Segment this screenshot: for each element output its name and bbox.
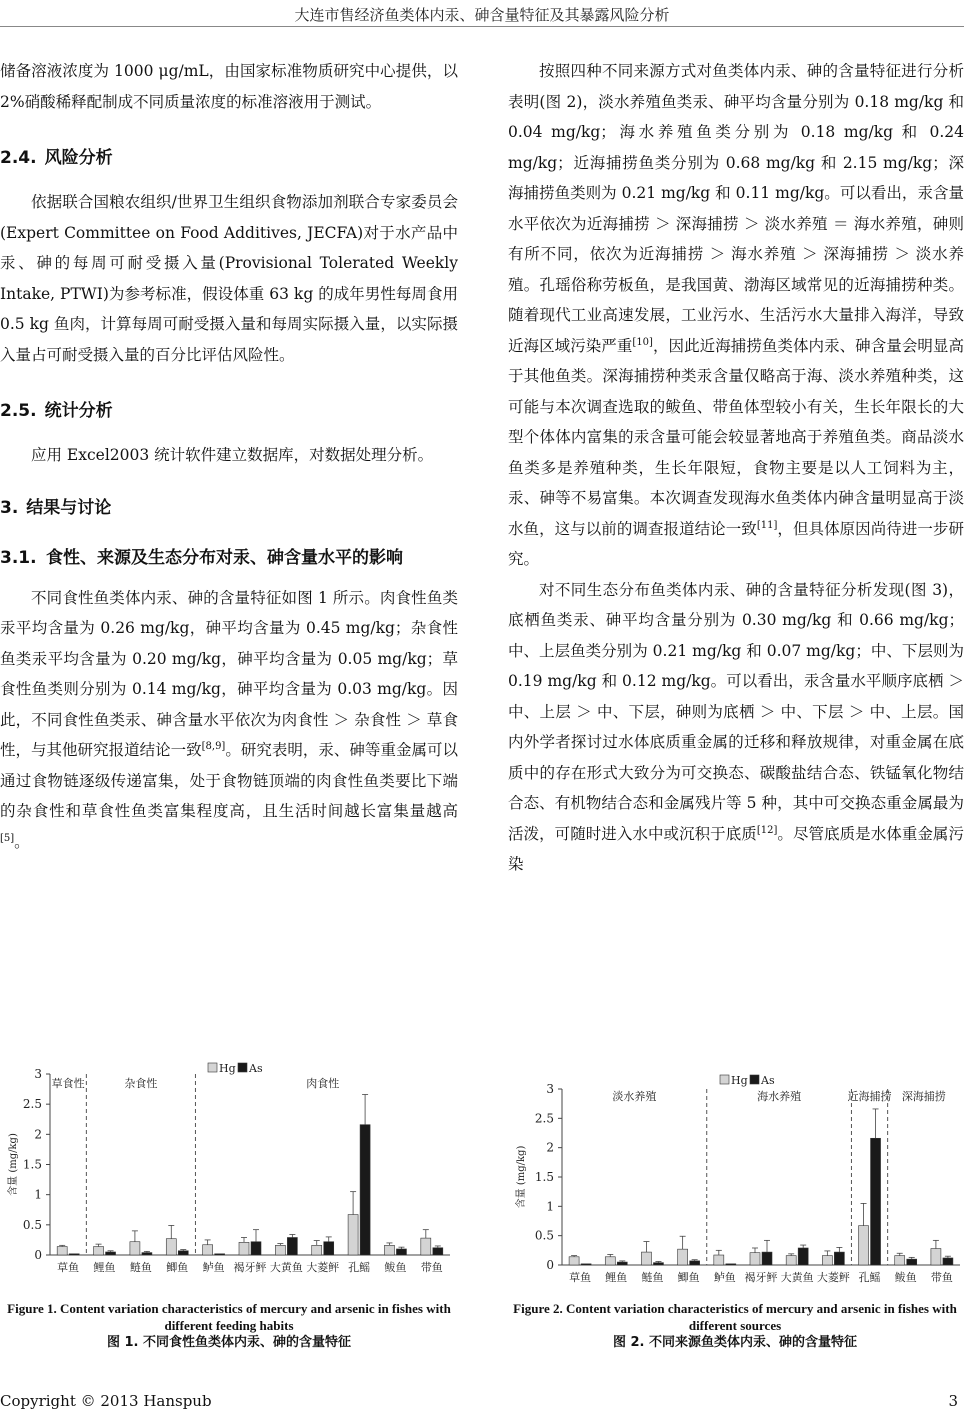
section-2-4-heading	[0, 143, 458, 173]
bar-hg	[750, 1253, 760, 1265]
left-column	[0, 56, 458, 857]
bar-hg	[641, 1252, 651, 1265]
x-tick-label: 鲅鱼	[894, 1271, 917, 1284]
y-tick-label: 1.5	[22, 1157, 42, 1172]
group-label: 近海捕捞	[847, 1090, 892, 1103]
bar-as	[762, 1252, 772, 1265]
section-3-1-heading	[0, 543, 458, 573]
legend-label: As	[761, 1074, 775, 1087]
x-tick-label: 孔鳐	[858, 1271, 881, 1284]
bar-hg	[714, 1255, 724, 1265]
bar-hg	[57, 1247, 67, 1255]
legend	[208, 1062, 263, 1075]
x-tick-label: 鲤鱼	[605, 1271, 628, 1284]
bar-hg	[895, 1256, 905, 1265]
copyright: Copyright © 2013 Hanspub	[0, 1392, 212, 1410]
bar-hg	[421, 1238, 431, 1255]
y-tick-label: 2.5	[534, 1111, 554, 1126]
citation: [8,9]	[201, 740, 226, 752]
caption-english: Figure 1. Content variation characteristics of mercury and arsenic in fishes with different feeding habits	[7, 1301, 451, 1333]
citation: [12]	[756, 824, 778, 836]
bar-as	[178, 1251, 188, 1255]
bar-as	[69, 1254, 79, 1255]
x-tick-label: 大菱鲆	[816, 1271, 850, 1284]
bar-as	[581, 1264, 591, 1265]
figure-2-chart	[506, 1070, 964, 1300]
y-tick-label: 2.5	[22, 1097, 42, 1112]
figure-1	[0, 1058, 458, 1298]
y-tick-label: 3	[546, 1082, 554, 1096]
bar-as	[287, 1238, 297, 1255]
x-tick-label: 鲈鱼	[713, 1271, 736, 1284]
bar-hg	[859, 1226, 869, 1265]
bar-as	[396, 1249, 406, 1255]
header-rule	[0, 26, 964, 27]
paragraph-solution-prep: 储备溶液浓度为 1000 μg/mL，由国家标准物质研究中心提供，以 2%硝酸稀释配制成不同质量浓度的标准溶液用于测试。	[0, 62, 458, 111]
paragraph-sources	[508, 56, 964, 575]
x-tick-label: 鲢鱼	[641, 1271, 664, 1284]
section-number: 2.4.	[0, 148, 37, 168]
section-title: 食性、来源及生态分布对汞、砷含量水平的影响	[46, 547, 403, 568]
bar-as	[690, 1261, 700, 1265]
x-tick-label: 鲫鱼	[677, 1271, 700, 1284]
paragraph-feeding-habits	[0, 583, 458, 858]
bar-hg	[203, 1245, 213, 1255]
citation: [11]	[756, 519, 778, 531]
group-label: 深海捕捞	[901, 1090, 946, 1103]
bar-as	[617, 1262, 627, 1265]
paragraph-statistics: 应用 Excel2003 统计软件建立数据库，对数据处理分析。	[31, 446, 434, 464]
section-title: 统计分析	[44, 401, 113, 421]
x-tick-label: 草鱼	[569, 1271, 592, 1284]
x-tick-label: 大菱鲆	[306, 1261, 340, 1274]
bar-as	[433, 1248, 443, 1255]
bar-hg	[605, 1257, 615, 1265]
bar-hg	[678, 1249, 688, 1265]
bar-as	[360, 1125, 370, 1255]
bar-as	[106, 1252, 116, 1255]
paragraph-ecological-distribution	[508, 575, 964, 880]
legend	[720, 1074, 775, 1087]
bar-hg	[569, 1257, 579, 1265]
bar-as	[834, 1252, 844, 1265]
text-run: ，因此近海捕捞鱼类体内汞、砷含量会明显高于其他鱼类。深海捕捞种类汞含量仅略高于海、淡水养殖种类，这可能与本次调查选取的鲅鱼、带鱼体型较小有关，生长年限长的大型个体体内富集的汞含量可能会较显著地高于养殖鱼类。商品淡水鱼类多是养殖种类，生长年限短，食物主要是以人工饲料为主，汞、砷等不易富集。本次调查发现海水鱼类体内砷含量明显高于淡水鱼，这与以前的调查报道结论一致	[508, 336, 964, 538]
bar-as	[726, 1264, 736, 1265]
bar-as	[907, 1259, 917, 1265]
x-tick-label: 鲅鱼	[384, 1261, 407, 1274]
text-run: 。尽管底质是水体重金属污染	[508, 824, 964, 873]
text-run: 不同食性鱼类体内汞、砷的含量特征如图 1 所示。肉食性鱼类汞平均含量为 0.26 mg/kg，砷平均含量为 0.45 mg/kg；杂食性鱼类汞平均含量为 0.20 mg/kg，砷平均含量为 0.05 mg/kg；草食性鱼类则分别为 0.14 mg/kg，砷平均含量为 0.03 mg/kg。因此，不同食性鱼类汞、砷含量水平依次为肉食性 ＞ 杂食性 ＞ 草食性，与其他研究报道结论一致	[0, 588, 458, 759]
running-title: 大连市售经济鱼类体内汞、砷含量特征及其暴露风险分析	[294, 6, 670, 24]
x-tick-label: 褐牙鲆	[233, 1261, 267, 1274]
x-tick-label: 鲤鱼	[93, 1261, 116, 1274]
x-tick-label: 鲢鱼	[129, 1261, 152, 1274]
bar-hg	[786, 1256, 796, 1265]
bar-hg	[384, 1245, 394, 1255]
text-run: 按照四种不同来源方式对鱼类体内汞、砷的含量特征进行分析表明(图 2)，淡水养殖鱼类汞、砷平均含量分别为 0.18 mg/kg 和 0.04 mg/kg；海水养殖鱼类分别为 0.18 mg/kg 和 0.24 mg/kg；近海捕捞鱼类分别为 0.68 mg/kg 和 2.15 mg/kg；深海捕捞鱼类则为 0.21 mg/kg 和 0.11 mg/kg。可以看出，汞含量水平依次为近海捕捞 ＞ 深海捕捞 ＞ 淡水养殖 ＝ 海水养殖，砷则有所不同，依次为近海捕捞 ＞ 海水养殖 ＞ 深海捕捞 ＞ 淡水养殖。孔瑶俗称劳板鱼，是我国黄、渤海区域常见的近海捕捞种类。随着现代工业高速发展，工业污水、生活污水大量排入海洋，导致近海区域污染严重	[508, 62, 964, 355]
y-tick-label: 1	[34, 1187, 42, 1202]
section-3-heading	[0, 493, 458, 523]
bar-hg	[94, 1247, 104, 1255]
text-run: ，但具体原因尚待进一步研究。	[508, 519, 964, 568]
text-run: 。	[14, 832, 30, 851]
caption-chinese: 图 2. 不同来源鱼类体内汞、砷的含量特征	[612, 1335, 858, 1350]
legend-swatch-as	[750, 1075, 759, 1084]
paragraph-risk-analysis: 依据联合国粮农组织/世界卫生组织食物添加剂联合专家委员会(Expert Committee on Food Additives, JECFA)对于水产品中汞、砷的每周可耐受摄入量(Provisional Tolerated Weekly Intake, PTWI)为参考标准，假设体重 63 kg 的成年男性每周食用 0.5 kg 鱼肉，计算每周可耐受摄入量和每周实际摄入量，以实际摄入量占可耐受摄入量的百分比评估风险性。	[0, 193, 458, 364]
legend-swatch-hg	[720, 1075, 729, 1084]
y-tick-label: 2	[34, 1127, 42, 1142]
section-number: 3.	[0, 497, 19, 518]
right-column	[508, 56, 964, 880]
bar-as	[251, 1242, 261, 1255]
y-tick-label: 1	[546, 1199, 554, 1214]
bar-hg	[275, 1245, 285, 1255]
text-run: 对不同生态分布鱼类体内汞、砷的含量特征分析发现(图 3)，底栖鱼类汞、砷平均含量分别为 0.30 mg/kg 和 0.66 mg/kg；中、上层鱼类分别为 0.21 mg/kg 和 0.07 mg/kg；中、下层则为 0.19 mg/kg 和 0.12 mg/kg。可以看出，汞含量水平顺序底栖 ＞ 中、上层 ＞ 中、下层，砷则为底栖 ＞ 中、下层 ＞ 中、上层。国内外学者探讨过水体底质重金属的迁移和释放规律，对重金属在底质中的存在形式大致分为可交换态、碳酸盐结合态、铁锰氧化物结合态、有机物结合态和金属残片等 5 种，其中可交换态重金属最为活泼，可随时进入水中或沉积于底质	[508, 580, 964, 843]
y-tick-label: 0.5	[534, 1228, 554, 1243]
section-number: 3.1.	[0, 547, 37, 568]
bar-hg	[239, 1242, 249, 1255]
figure-1-caption	[0, 1300, 458, 1351]
caption-chinese: 图 1. 不同食性鱼类体内汞、砷的含量特征	[106, 1335, 352, 1350]
group-label: 草食性	[51, 1077, 85, 1090]
y-tick-label: 2	[546, 1140, 554, 1155]
y-axis-label: 含量 (mg/kg)	[8, 1133, 19, 1196]
legend-swatch-as	[238, 1063, 247, 1072]
bar-hg	[348, 1215, 358, 1255]
bar-as	[653, 1263, 663, 1265]
section-title: 结果与讨论	[26, 497, 112, 518]
legend-label: As	[249, 1062, 263, 1075]
group-label: 淡水养殖	[612, 1090, 657, 1103]
x-tick-label: 带鱼	[420, 1261, 443, 1274]
bar-as	[871, 1138, 881, 1265]
y-tick-label: 0	[34, 1248, 42, 1262]
bar-as	[943, 1258, 953, 1265]
bar-hg	[822, 1256, 832, 1265]
legend-label: Hg	[219, 1062, 236, 1075]
page-number: 3	[948, 1392, 958, 1410]
bar-as	[215, 1254, 225, 1255]
figure-2-caption	[506, 1300, 964, 1351]
group-label: 海水养殖	[757, 1090, 802, 1103]
x-tick-label: 草鱼	[57, 1261, 80, 1274]
y-tick-label: 1.5	[534, 1170, 554, 1184]
section-title: 风险分析	[44, 148, 113, 168]
text-run: 。研究表明，汞、砷等重金属可以通过食物链逐级传递富集，处于食物链顶端的肉食性鱼类要比下端的杂食性和草食性鱼类富集程度高，且生活时间越长富集量越高	[0, 741, 458, 820]
y-axis-label: 含量 (mg/kg)	[516, 1145, 527, 1209]
citation: [5]	[0, 832, 15, 844]
legend-label: Hg	[731, 1074, 748, 1087]
legend-swatch-hg	[208, 1063, 217, 1072]
caption-english: Figure 2. Content variation characteristics of mercury and arsenic in fishes with different sources	[513, 1301, 957, 1333]
x-tick-label: 鲈鱼	[202, 1261, 225, 1274]
figure-1-chart	[0, 1058, 458, 1298]
bar-as	[142, 1253, 152, 1255]
bar-hg	[166, 1239, 176, 1255]
bar-hg	[312, 1245, 322, 1255]
group-label: 肉食性	[306, 1077, 340, 1090]
figure-2	[506, 1070, 964, 1300]
y-tick-label: 3	[34, 1067, 42, 1081]
y-tick-label: 0	[546, 1258, 554, 1272]
x-tick-label: 大黄鱼	[780, 1271, 814, 1284]
x-tick-label: 孔鳐	[348, 1261, 371, 1274]
group-label: 杂食性	[124, 1077, 158, 1090]
bar-as	[798, 1248, 808, 1265]
citation: [10]	[632, 336, 653, 348]
x-tick-label: 带鱼	[930, 1271, 953, 1284]
bar-as	[324, 1242, 334, 1255]
x-tick-label: 鲫鱼	[166, 1261, 189, 1274]
y-tick-label: 0.5	[22, 1217, 42, 1232]
bar-hg	[931, 1249, 941, 1265]
x-tick-label: 褐牙鲆	[744, 1271, 778, 1284]
bar-hg	[130, 1242, 140, 1255]
section-number: 2.5.	[0, 401, 37, 421]
x-tick-label: 大黄鱼	[269, 1261, 303, 1274]
section-2-5-heading	[0, 396, 458, 426]
